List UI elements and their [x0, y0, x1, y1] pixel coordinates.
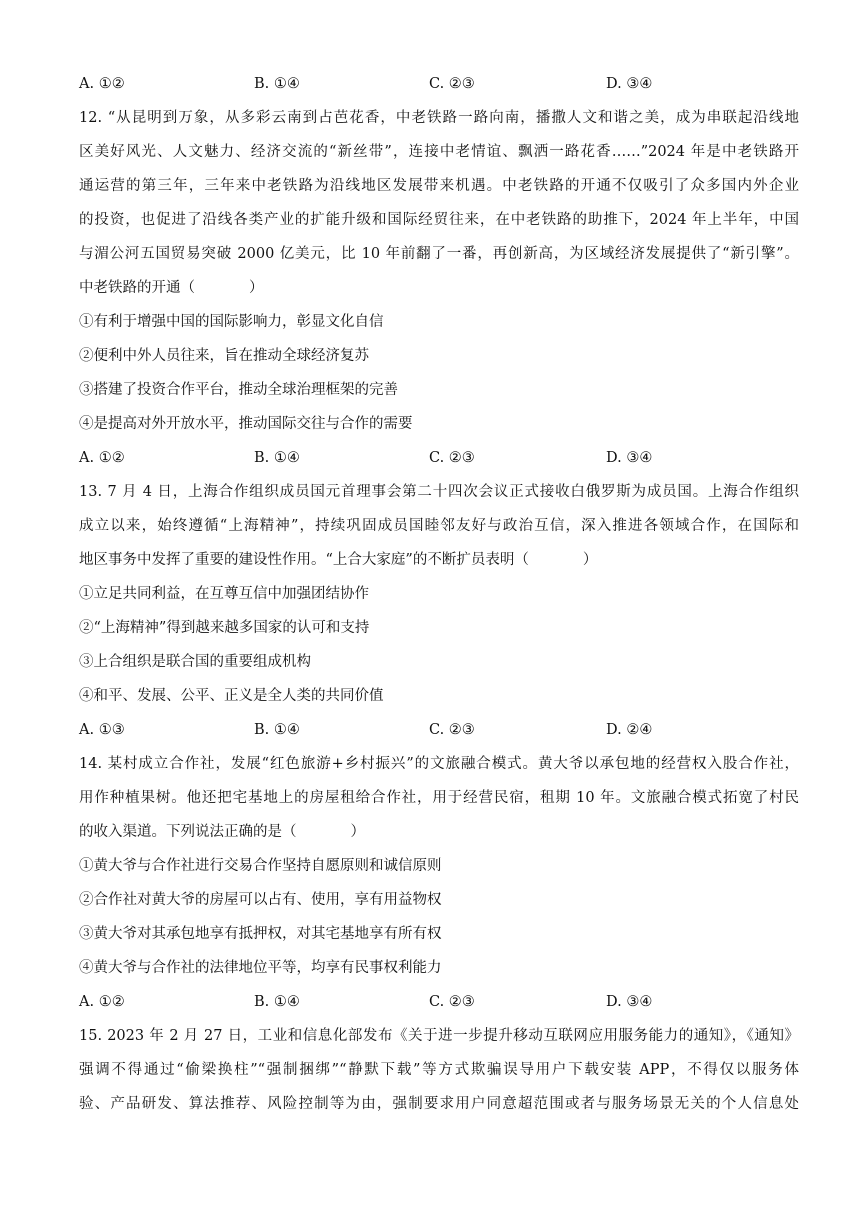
q13-item-3: ③上合组织是联合国的重要组成机构 [79, 654, 311, 670]
option-b[interactable]: B. ①④ [254, 450, 300, 466]
q13-item-1: ①立足共同利益，在互尊互信中加强团结协作 [79, 586, 369, 602]
q15-text-line: 验、产品研发、算法推荐、风险控制等为由，强制要求用户同意超范围或者与服务场景无关的个人信息处 [79, 1096, 799, 1112]
q11-options [79, 74, 799, 94]
q14-stem [79, 822, 799, 842]
q14-stem-text: 的收入渠道。下列说法正确的是（ [79, 824, 297, 840]
q12-stem-close: ） [249, 280, 264, 296]
option-c[interactable]: C. ②③ [429, 450, 475, 466]
q13-stem [79, 550, 799, 570]
q14-stem-close: ） [350, 824, 365, 840]
q12-item-2: ②便利中外人员往来，旨在推动全球经济复苏 [79, 348, 369, 364]
q12-text-line: 与湄公河五国贸易突破 2000 亿美元，比 10 年前翻了一番，再创新高，为区域经济发展提供了“新引擎”。 [79, 246, 799, 262]
q12-text-line: 的投资，也促进了沿线各类产业的扩能升级和国际经贸往来，在中老铁路的助推下，2024 年上半年，中国 [79, 212, 799, 228]
q14-options [79, 992, 799, 1012]
q13-item-4: ④和平、发展、公平、正义是全人类的共同价值 [79, 688, 384, 704]
option-b[interactable]: B. ①④ [254, 722, 300, 738]
q13-options [79, 720, 799, 740]
q14-item-2: ②合作社对黄大爷的房屋可以占有、使用，享有用益物权 [79, 892, 442, 908]
q14-item-1: ①黄大爷与合作社进行交易合作坚持自愿原则和诚信原则 [79, 858, 442, 874]
q12-text-line: 12. “从昆明到万象，从多彩云南到占芭花香，中老铁路一路向南，播撒人文和谐之美，成为串联起沿线地 [79, 110, 799, 126]
option-c[interactable]: C. ②③ [429, 722, 475, 738]
option-c[interactable]: C. ②③ [429, 994, 475, 1010]
option-a[interactable]: A. ①③ [79, 722, 125, 738]
option-d[interactable]: D. ③④ [606, 994, 653, 1010]
option-a[interactable]: A. ①② [79, 76, 125, 92]
q12-item-4: ④是提高对外开放水平，推动国际交往与合作的需要 [79, 416, 413, 432]
option-a[interactable]: A. ①② [79, 450, 125, 466]
q15-text-line: 15. 2023 年 2 月 27 日，工业和信息化部发布《关于进一步提升移动互联网应用服务能力的通知》，《通知》 [79, 1028, 799, 1044]
option-a[interactable]: A. ①② [79, 994, 125, 1010]
q14-item-4: ④黄大爷与合作社的法律地位平等，均享有民事权利能力 [79, 960, 442, 976]
option-d[interactable]: D. ②④ [606, 722, 653, 738]
q13-text-line: 13. 7 月 4 日，上海合作组织成员国元首理事会第二十四次会议正式接收白俄罗斯为成员国。上海合作组织 [79, 484, 799, 500]
q12-text-line: 区美好风光、人文魅力、经济交流的“新丝带”，连接中老情谊、飘洒一路花香……”2024 年是中老铁路开 [79, 144, 799, 160]
q12-stem-text: 中老铁路的开通（ [79, 280, 195, 296]
q13-stem-text: 地区事务中发挥了重要的建设性作用。“上合大家庭”的不断扩员表明（ [79, 552, 529, 568]
option-d[interactable]: D. ③④ [606, 76, 653, 92]
q12-text-line: 通运营的第三年，三年来中老铁路为沿线地区发展带来机遇。中老铁路的开通不仅吸引了众多国内外企业 [79, 178, 799, 194]
q12-item-1: ①有利于增强中国的国际影响力，彰显文化自信 [79, 314, 384, 330]
q14-text-line: 用作种植果树。他还把宅基地上的房屋租给合作社，用于经营民宿，租期 10 年。文旅融合模式拓宽了村民 [79, 790, 799, 806]
option-c[interactable]: C. ②③ [429, 76, 475, 92]
q12-options [79, 448, 799, 468]
q12-stem [79, 278, 799, 298]
q13-item-2: ②“上海精神”得到越来越多国家的认可和支持 [79, 620, 370, 636]
option-d[interactable]: D. ③④ [606, 450, 653, 466]
q13-stem-close: ） [582, 552, 598, 568]
q14-text-line: 14. 某村成立合作社，发展“红色旅游+乡村振兴”的文旅融合模式。黄大爷以承包地的经营权入股合作社， [79, 756, 799, 772]
q14-item-3: ③黄大爷对其承包地享有抵押权，对其宅基地享有所有权 [79, 926, 442, 942]
q15-text-line: 强调不得通过“偷梁换柱”“强制捆绑”“静默下载”等方式欺骗误导用户下载安装 APP，不得仅以服务体 [79, 1062, 799, 1078]
q13-text-line: 成立以来，始终遵循“上海精神”，持续巩固成员国睦邻友好与政治互信，深入推进各领域合作，在国际和 [79, 518, 799, 534]
option-b[interactable]: B. ①④ [254, 76, 300, 92]
q12-item-3: ③搭建了投资合作平台，推动全球治理框架的完善 [79, 382, 398, 398]
option-b[interactable]: B. ①④ [254, 994, 300, 1010]
